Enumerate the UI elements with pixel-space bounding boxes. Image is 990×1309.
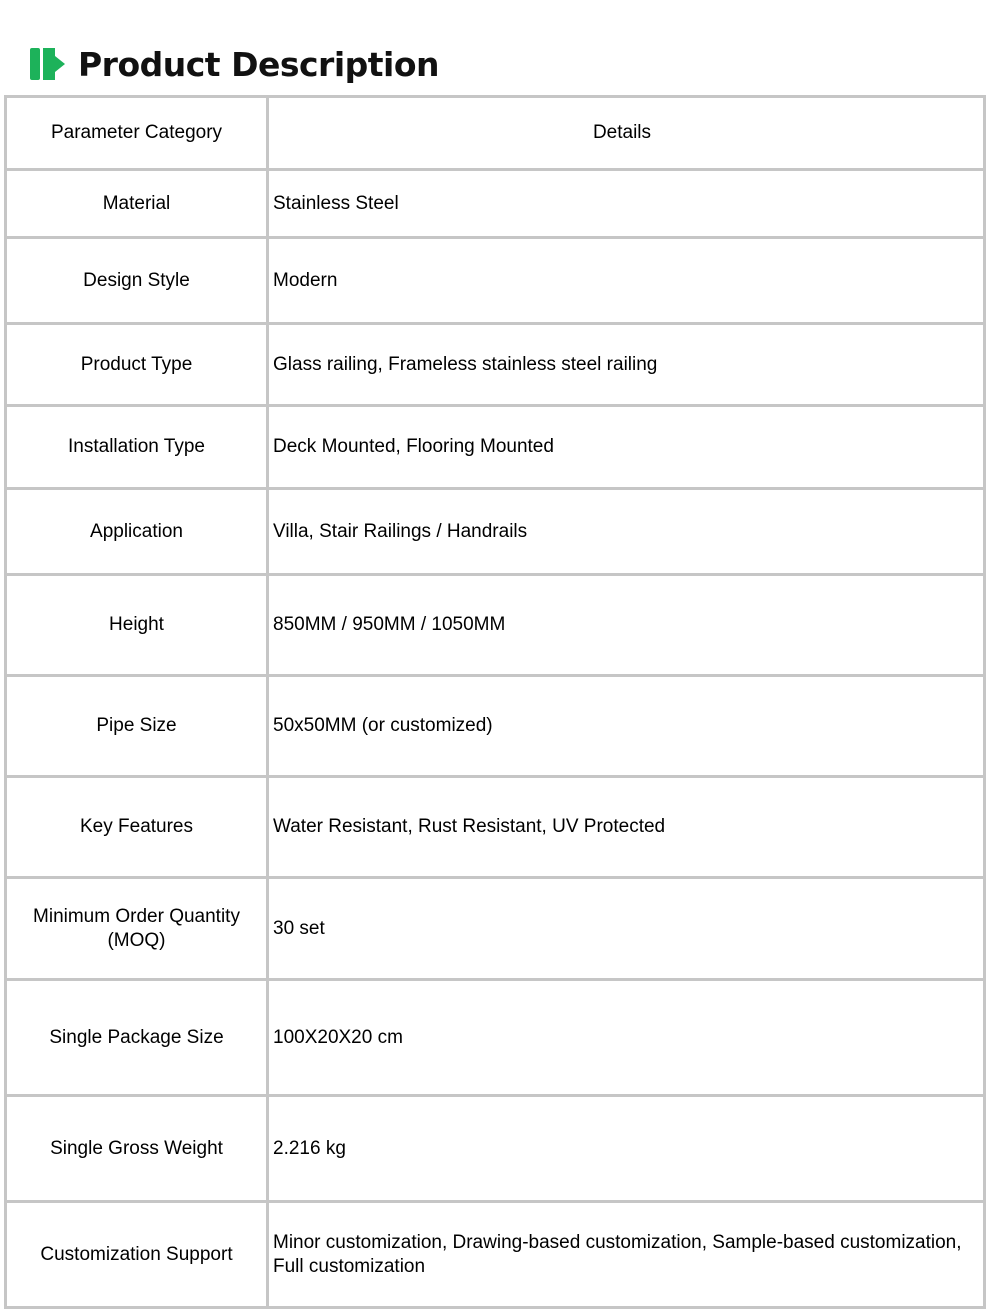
page-title: Product Description xyxy=(78,44,440,84)
parameter-cell: Pipe Size xyxy=(6,676,268,777)
table-row xyxy=(6,676,985,777)
parameter-cell: Product Type xyxy=(6,324,268,406)
column-header-details: Details xyxy=(268,97,985,170)
table-header-row xyxy=(6,97,985,170)
parameter-cell: Single Gross Weight xyxy=(6,1096,268,1202)
table-row xyxy=(6,777,985,878)
parameter-cell: Key Features xyxy=(6,777,268,878)
detail-cell: Water Resistant, Rust Resistant, UV Protected xyxy=(268,777,985,878)
parameter-cell: Application xyxy=(6,489,268,575)
table-row xyxy=(6,324,985,406)
detail-cell: 850MM / 950MM / 1050MM xyxy=(268,575,985,676)
detail-cell: 2.216 kg xyxy=(268,1096,985,1202)
detail-cell: Modern xyxy=(268,238,985,324)
detail-cell: 30 set xyxy=(268,878,985,980)
table-row xyxy=(6,170,985,238)
detail-cell: Deck Mounted, Flooring Mounted xyxy=(268,406,985,489)
detail-cell: Stainless Steel xyxy=(268,170,985,238)
table-row xyxy=(6,1096,985,1202)
table-row xyxy=(6,1202,985,1308)
table-row xyxy=(6,980,985,1096)
section-header xyxy=(28,40,439,88)
product-spec-table xyxy=(4,95,986,1309)
table-row xyxy=(6,878,985,980)
detail-cell: Glass railing, Frameless stainless steel railing xyxy=(268,324,985,406)
parameter-cell: Height xyxy=(6,575,268,676)
parameter-cell: Single Package Size xyxy=(6,980,268,1096)
parameter-cell: Material xyxy=(6,170,268,238)
table-row xyxy=(6,575,985,676)
table-row xyxy=(6,489,985,575)
parameter-cell: Installation Type xyxy=(6,406,268,489)
parameter-cell: Minimum Order Quantity (MOQ) xyxy=(6,878,268,980)
column-header-parameter: Parameter Category xyxy=(6,97,268,170)
table-row xyxy=(6,406,985,489)
parameter-cell: Customization Support xyxy=(6,1202,268,1308)
detail-cell: 50x50MM (or customized) xyxy=(268,676,985,777)
speaker-icon xyxy=(28,44,72,84)
detail-cell: Villa, Stair Railings / Handrails xyxy=(268,489,985,575)
table-row xyxy=(6,238,985,324)
parameter-cell: Design Style xyxy=(6,238,268,324)
detail-cell: Minor customization, Drawing-based customization, Sample-based customization, Full customization xyxy=(268,1202,985,1308)
detail-cell: 100X20X20 cm xyxy=(268,980,985,1096)
